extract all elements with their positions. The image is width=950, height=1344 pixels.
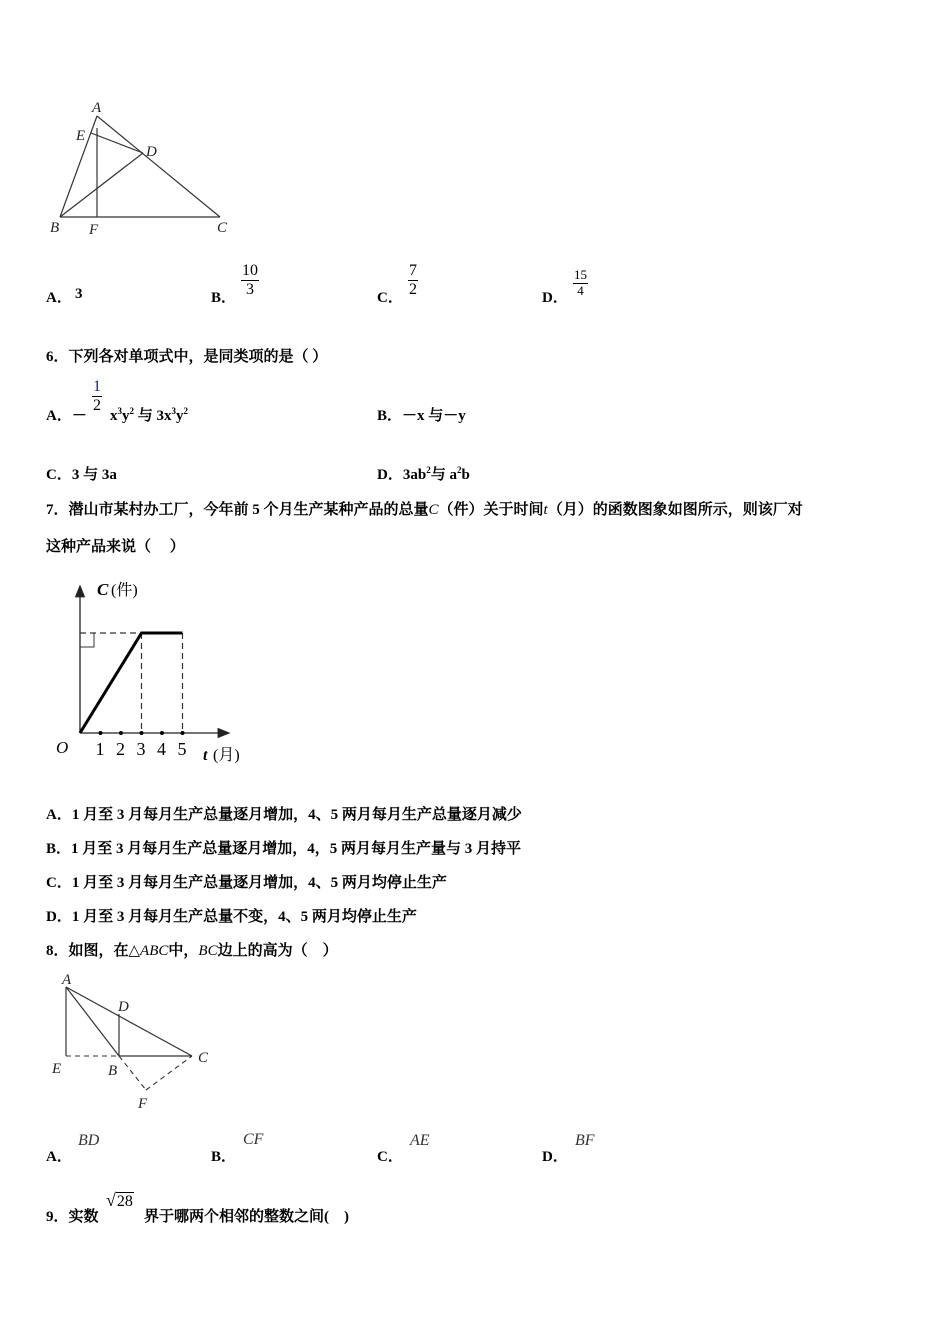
q8-option-d-letter[interactable]: D． [542, 1149, 568, 1165]
x-tick-3 [140, 731, 144, 735]
label-B: B [108, 1063, 118, 1079]
numerator: 7 [408, 262, 418, 281]
q7-option-d[interactable]: D．1 月至 3 月每月生产总量不变，4、5 两月均停止生产 [46, 909, 417, 925]
option-letter: D． [377, 467, 403, 483]
label-D: D [146, 144, 157, 160]
sqrt-icon: √ [106, 1190, 116, 1210]
exponent: 2 [129, 406, 134, 416]
q7-function-graph [50, 575, 260, 770]
exponent: 3 [171, 406, 177, 416]
q5-option-a-value: 3 [75, 286, 83, 302]
label-F: F [89, 222, 99, 238]
x-tick-1 [99, 731, 103, 735]
q7-stem-line2: 这种产品来说（ ） [46, 539, 185, 555]
q7-stem-line1 [46, 498, 803, 519]
series-line [80, 633, 183, 733]
q6-option-a-fraction [92, 378, 102, 416]
q6-stem: 6．下列各对单项式中，是同类项的是（ ） [46, 349, 328, 365]
x-tick-label-3: 3 [136, 739, 146, 759]
radicand: 28 [116, 1193, 133, 1210]
triangle-abc: △ABC [128, 943, 169, 959]
q8-option-c-letter[interactable]: C． [377, 1149, 403, 1165]
minus-sign: － [71, 408, 87, 424]
q6-option-d[interactable] [377, 463, 470, 484]
label-E: E [52, 1061, 62, 1077]
exponent: 2 [426, 465, 431, 475]
q5-option-d-letter[interactable]: D． [542, 290, 568, 306]
stem-text: 7．潜山市某村办工厂，今年前 5 个月生产某种产品的总量 [46, 502, 429, 518]
q5-option-c-fraction [408, 262, 418, 300]
option-letter: C． [46, 467, 72, 483]
segment-bc: BC [198, 943, 218, 959]
q9-stem-pre: 9．实数 [46, 1209, 99, 1225]
label-C: C [198, 1050, 209, 1066]
step-mark [80, 633, 94, 647]
stem-text: （月）的函数图象如图所示，则该厂对 [547, 502, 803, 518]
x-axis-unit: (月) [213, 747, 240, 764]
option-text: 3 与 3a [71, 467, 117, 483]
label-B: B [50, 220, 60, 236]
var-y: y [176, 408, 184, 424]
denominator: 2 [409, 281, 417, 299]
label-D: D [118, 999, 129, 1015]
q8-option-a-value: BD [78, 1132, 100, 1149]
term: 3ab [402, 467, 427, 483]
q8-stem [46, 939, 338, 960]
x-axis-var: t [203, 747, 208, 764]
option-letter: B． [377, 408, 403, 424]
x-tick-label-5: 5 [177, 739, 187, 759]
q8-option-a-letter[interactable]: A． [46, 1149, 72, 1165]
label-C: C [217, 220, 228, 236]
q6-option-b[interactable] [377, 404, 466, 425]
q6-option-c[interactable] [46, 463, 117, 484]
exponent: 3 [117, 406, 122, 416]
q6-option-a-terms [110, 404, 188, 425]
q7-option-c[interactable]: C．1 月至 3 月每月生产总量逐月增加，4、5 两月均停止生产 [46, 875, 447, 891]
q5-option-c-letter[interactable]: C． [377, 290, 403, 306]
term: b [461, 467, 470, 483]
q7-option-a[interactable]: A．1 月至 3 月每月生产总量逐月增加，4、5 两月每月生产总量逐月减少 [46, 807, 522, 823]
x-tick-label-1: 1 [95, 739, 105, 759]
q5-triangle-figure [40, 95, 250, 245]
q8-option-c-value: AE [410, 1132, 430, 1149]
stem-text: 边上的高为（ ） [217, 943, 338, 959]
label-F: F [138, 1096, 148, 1112]
var-t: t [543, 502, 548, 518]
q5-option-d-fraction [573, 268, 588, 299]
numerator: 15 [574, 267, 587, 282]
var-x: x [110, 408, 118, 424]
x-tick-2 [119, 731, 123, 735]
x-tick-label-4: 4 [157, 739, 166, 759]
q5-option-b-letter[interactable]: B． [211, 290, 237, 306]
exponent: 2 [183, 406, 189, 416]
denominator: 2 [93, 397, 101, 415]
var-y: y [122, 408, 130, 424]
option-letter: A． [46, 408, 72, 424]
y-axis-unit: (件) [111, 582, 138, 599]
denominator: 3 [246, 281, 254, 299]
origin-label: O [56, 738, 69, 757]
label-A: A [62, 972, 72, 988]
q7-option-b[interactable]: B．1 月至 3 月每月生产总量逐月增加，4，5 两月每月生产量与 3 月持平 [46, 841, 522, 857]
stem-text: （件）关于时间 [438, 502, 544, 518]
stem-text: 中， [168, 943, 199, 959]
x-tick-label-2: 2 [116, 739, 125, 759]
denominator: 4 [577, 282, 584, 298]
term-coef: 3x [156, 408, 172, 424]
option-text: －x 与－y [402, 408, 466, 424]
var-c: C [428, 502, 439, 518]
q6-option-a[interactable] [46, 404, 87, 425]
connector-text: 与 a [430, 467, 457, 483]
q8-option-d-value: BF [575, 1132, 595, 1149]
exponent: 2 [456, 465, 462, 475]
q8-option-b-letter[interactable]: B． [211, 1149, 237, 1165]
q5-option-b-fraction [241, 262, 259, 300]
q8-option-b-value: CF [243, 1131, 264, 1148]
q9-sqrt-expression [106, 1190, 134, 1211]
q8-triangle-figure [40, 970, 230, 1120]
connector-text: 与 [137, 408, 153, 424]
numerator: 1 [92, 378, 102, 397]
label-E: E [76, 128, 86, 144]
y-axis-var: C [97, 580, 109, 599]
x-tick-4 [160, 731, 164, 735]
numerator: 10 [241, 262, 259, 281]
stem-text: 8．如图，在 [46, 943, 129, 959]
label-A: A [92, 100, 102, 116]
q9-stem-post: 界于哪两个相邻的整数之间( ) [144, 1209, 349, 1225]
x-tick-5 [181, 731, 185, 735]
q5-option-a-letter[interactable]: A． [46, 290, 72, 306]
